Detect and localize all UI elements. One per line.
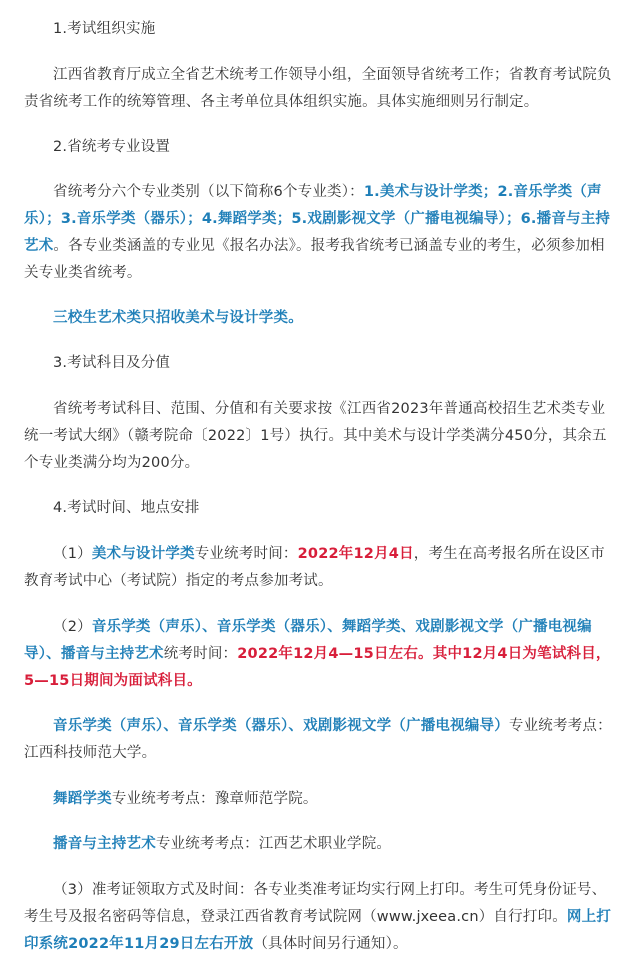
venue-item-music bbox=[24, 713, 616, 767]
venue-music-location: 专业统考考点：江西科技师范大学。 bbox=[24, 718, 612, 761]
section-4-heading: 4.考试时间、地点安排 bbox=[53, 500, 200, 516]
item-2-label: 统考时间： bbox=[163, 646, 238, 662]
section-2-body-rest: 。各专业类涵盖的专业见《报名办法》。报考我省统考已涵盖专业的考生，必须参加相关专业类省统考。 bbox=[24, 238, 605, 281]
section-2-body-intro: 省统考分六个专业类别（以下简称6个专业类）： bbox=[53, 184, 364, 200]
section-3-body: 省统考考试科目、范围、分值和有关要求按《江西省2023年普通高校招生艺术类专业统一考试大纲》（赣考院命〔2022〕1号）执行。其中美术与设计学类满分450分，其余五个专业类满分均为200分。 bbox=[24, 401, 607, 471]
venue-music-categories: 音乐学类（声乐）、音乐学类（器乐）、戏剧影视文学（广播电视编导） bbox=[53, 718, 509, 734]
ticket-info-text: （3）准考证领取方式及时间：各专业类准考证均实行网上打印。考生可凭身份证号、考生号及报名密码等信息，登录江西省教育考试院网（www.jxeea.cn）自行打印。 bbox=[24, 882, 607, 925]
schedule-item-2 bbox=[24, 614, 616, 695]
section-3-heading: 3.考试科目及分值 bbox=[53, 355, 171, 371]
item-2-categories: 音乐学类（声乐）、音乐学类（器乐）、舞蹈学类、戏剧影视文学（广播电视编导）、播音与主持艺术 bbox=[24, 619, 592, 662]
admission-ticket-info bbox=[24, 877, 616, 958]
venue-item-broadcast bbox=[24, 831, 616, 858]
venue-item-dance bbox=[24, 786, 616, 813]
venue-broadcast-category: 播音与主持艺术 bbox=[53, 836, 156, 852]
ticket-print-open-date: 网上打印系统2022年11月29日左右开放 bbox=[24, 909, 612, 952]
section-1-heading: 1.考试组织实施 bbox=[53, 21, 156, 37]
item-1-rest: ，考生在高考报名所在设区市教育考试中心（考试院）指定的考点参加考试。 bbox=[24, 546, 605, 589]
item-2-date: 2022年12月4—15日左右。其中12月4日为笔试科目，5—15日期间为面试科目。 bbox=[24, 646, 611, 689]
item-2-prefix: （2） bbox=[53, 619, 92, 635]
section-2-heading: 2.省统考专业设置 bbox=[53, 139, 171, 155]
venue-dance-location: 专业统考考点：豫章师范学院。 bbox=[111, 791, 318, 807]
section-2-categories: 1.美术与设计学类；2.音乐学类（声乐）；3.音乐学类（器乐）；4.舞蹈学类；5.戏剧影视文学（广播电视编导）；6.播音与主持艺术 bbox=[24, 184, 611, 254]
venue-dance-category: 舞蹈学类 bbox=[53, 791, 112, 807]
section-1-body: 江西省教育厅成立全省艺术统考工作领导小组，全面领导省统考工作；省教育考试院负责省统考工作的统筹管理、各主考单位具体组织实施。具体实施细则另行制定。 bbox=[24, 67, 612, 110]
schedule-item-1 bbox=[24, 541, 616, 595]
item-1-category: 美术与设计学类 bbox=[91, 546, 195, 562]
item-1-date: 2022年12月4日 bbox=[297, 546, 414, 562]
section-2-note: 三校生艺术类只招收美术与设计学类。 bbox=[53, 310, 303, 326]
item-1-prefix: （1） bbox=[53, 546, 92, 562]
ticket-info-note: （具体时间另行通知）。 bbox=[253, 936, 408, 952]
section-2-body bbox=[24, 179, 616, 287]
item-1-label: 专业统考时间： bbox=[194, 546, 298, 562]
venue-broadcast-location: 专业统考考点：江西艺术职业学院。 bbox=[155, 836, 392, 852]
